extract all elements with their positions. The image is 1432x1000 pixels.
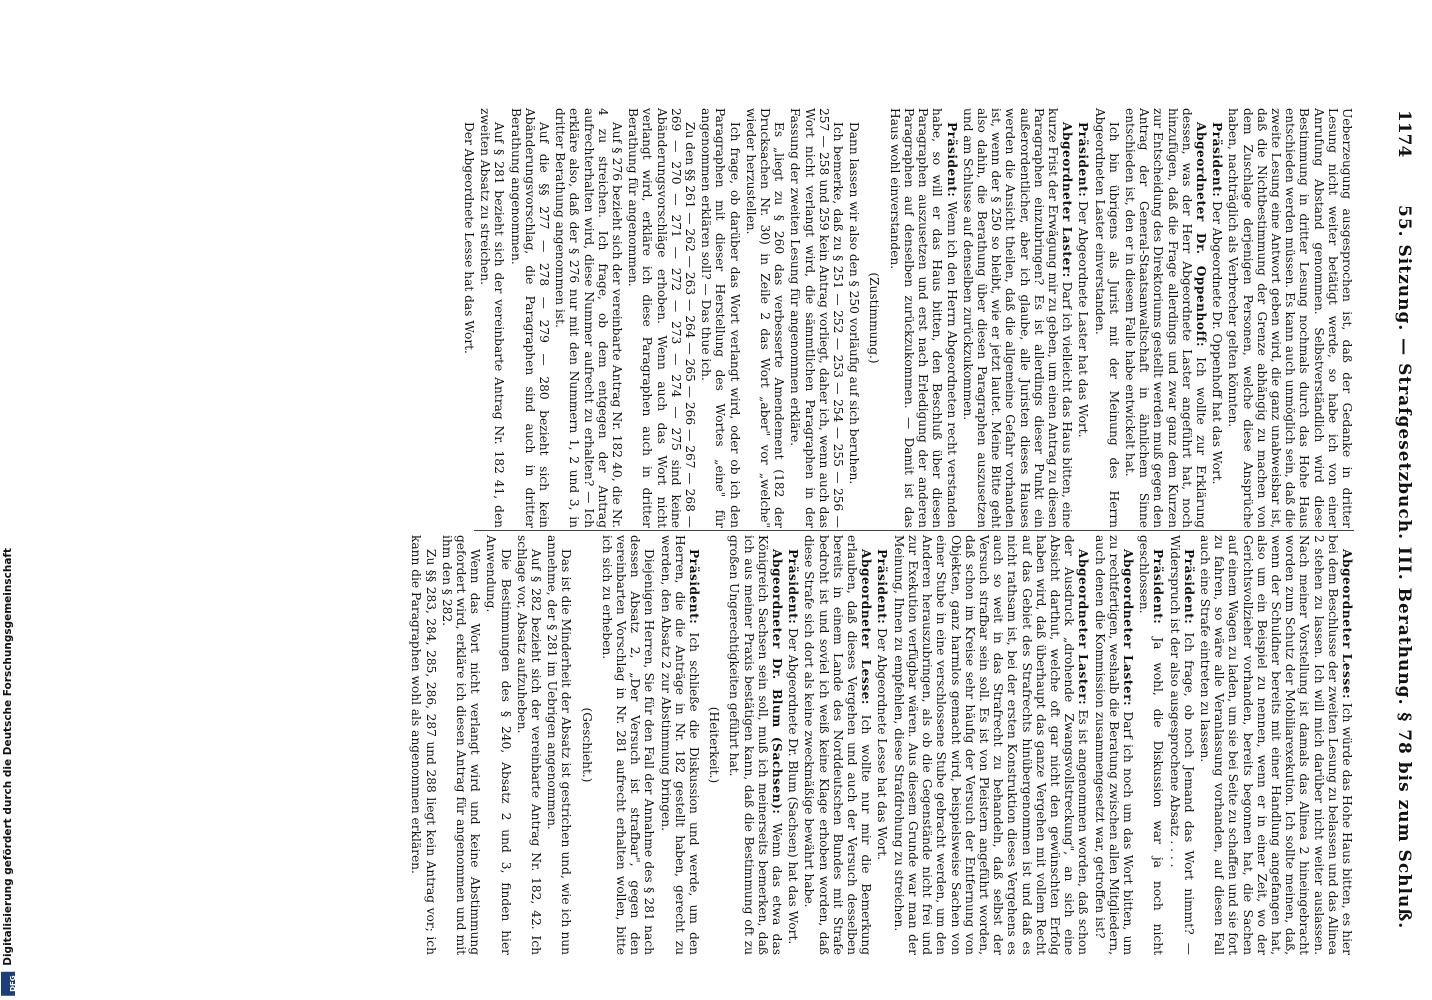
text-paragraph: Ueberzeugung ausgesprochen ist, daß der Gedanke in dritter Lesung nicht weiter betätigt werde, so habe ich von einer Anrufung Abstand genommen. Selbstverständlich wird diese Bestimmung in dritter Lesung nochmals durch das Hohe Haus entschieden werden müssen. Es kann auch unmöglich sein, daß die zweite Lesung eine Antwort geben wird, die ganz unabweisbar ist, daß die Nichtbestimmung der Grenze abhängig zu machen von dem Zuschlage derjenigen Personen, welche diese Ansprüche haben, nachträglich als Verbrecher gelten könnten. (1226, 108, 1354, 528)
text-paragraph: Es „liegt zu § 260 das verbesserte Amendement (182 der Drucksachen Nr. 30) in Zeile 2 das Wort „aber" vor „welche" wieder herzustellen. (743, 108, 787, 528)
text-paragraph: Ich frage, ob darüber das Wort verlangt wird, oder ob ich den Paragraphen mit dieser Herstellung des Wortes „eine" für angenommen erklären soll? — Das thue ich. (699, 108, 742, 528)
speech-text: Es ist angenommen worden, daß schon der Ausdruck „drohende Zwangsvollstreckung", an sich eine Absicht darthut, welche oft gar nicht den gewünschten Erfolg haben wird, daß überhaupt das ganze Vergehen mit vollem Recht auf das Gebiet des Strafrechts hinübergenommen ist und daß es nicht rathsam ist, bei der ersten Konstruktion dieses Vergehens es auch so weit in das Strafrecht zu behandeln, daß selbst der Versuch strafbar sein soll. Es ist von Pleistern angeführt worden, daß schon im Kreise sehr häufig der Versuch der Entfernung von Objekten, ganz harmlos gemacht wird, beispielsweise Sachen von einer Stube in eine verschlossene Stube gebracht werden, um den Anderen herauszubringen, als ob die Gegenstände nicht frei und zur Exekution verfügbar wären. Aus diesem Grunde war man der Meinung, Ihnen zu empfehlen, diese Strafdrohung zu streichen. (891, 535, 1091, 956)
speaker-name: Abgeordneter Laster: (1060, 122, 1075, 278)
speech-paragraph (888, 108, 959, 528)
text-paragraph: Zu §§ 283, 284, 285, 286, 287 und 288 liegt kein Antrag vor; ich kann die Paragraphen wohl als angenommen erklären. (409, 535, 438, 955)
speech-text: Der Abgeordnete Laster hat das Wort. (1076, 201, 1091, 438)
speech-text: Ich wollte zur Erklärung dessen, was der Herr Abgeordnete Laster angeführt hat, noch hinzufügen, daß die Frage allerdings und zwar ganz dem Kurzen zur Entscheidung des Direktoriums gestellt werden muß gegen den Antrag der General-Staatsanwaltschaft in ähnlichem Sinne entschieden ist, den er in diesem Falle habe entwickelt hat. (1122, 108, 1208, 529)
text-paragraph: Auf § 282 bezieht sich der vereinbarte Antrag Nr. 182, 42. Ich schlage vor, Absatz aufzuheben. (514, 535, 544, 955)
speech-paragraph (786, 535, 800, 955)
speaker-name: Präsident: (1210, 122, 1225, 198)
speech-text: Darf ich vielleicht das Haus bitten, eine kurze Frist der Erwägung mir zu geben, um einen Antrag zu diesen Paragraphen einzubringen? Es ist allerdings dieser Punkt ein außerordentlicher, aber ich glaube, alle Juristen dieses Hauses werden die Ansicht theilen, daß die allgemeine Gefahr vorhanden ist, wenn der § 250 so bleibt, wie er jetzt lautet. Meine Bitte geht also dahin, die Berathung über diesen Paragraphen auszusetzen und am Schlusse auf denselben zurückzukommen. (960, 108, 1075, 529)
speaker-name: Abgeordneter Laster: (1076, 549, 1091, 706)
speech-text: Ich wollte nur mir die Bemerkung erlauben, daß dieses Vergehen und auch der Versuch desselben bereits in einem Lande des Norddeutschen Bundes mit Strafe bedroht ist und soviel ich weiß keine Klage erhoben worden, daß diese Strafe sich dort als keine zweckmäßige bewährt habe. (802, 535, 874, 955)
speaker-name: Abgeordneter Dr. Oppenhoff: (1193, 122, 1208, 347)
text-paragraph: Auf § 276 bezieht sich der vereinbarte Antrag Nr. 182 40, die Nr. 4 zu streichen. Ich frage, ob dem entgegen der Antrag aufrechterhalten wird, diese Nummer aufrecht zu erhalten? — Ich erkläre also, daß der § 276 nur mit den Nummern 1, 2 und 3, in dritter Berathung angenommen ist. (553, 108, 625, 528)
credit-text: Digitalisierung gefördert durch die Deutsche Forschungsgemeinschaft (2, 548, 14, 966)
speaker-name: Präsident: (875, 549, 890, 625)
right-column (407, 535, 1354, 955)
speaker-name: Präsident: (786, 549, 801, 625)
speech-text: Ja wohl, die Diskussion war ja noch nicht geschlossen. (1137, 535, 1166, 956)
speech-paragraph (961, 108, 1075, 528)
speech-paragraph (1123, 108, 1208, 528)
speech-paragraph (658, 535, 701, 955)
speech-text: Der Abgeordnete Dr. Blum (Sachsen) hat das Wort. (786, 628, 801, 945)
speaker-name: Präsident: (1076, 122, 1091, 198)
speech-text: Wenn ich den Herrn Abgeordneten recht verstanden habe, so will er das Haus bitten, den Beschluß über diesen Paragraphen auszusetzen und erst nach Erledigung der anderen Paragraphen auf denselben zurückzukommen. — Damit ist das Haus wohl einverstanden. (887, 108, 959, 528)
text-paragraph: Auf die §§ 277 — 278 — 279 — 280 bezieht sich kein Abänderungsvorschlag, die Paragraphen sind auch in dritter Berathung angenommen. (508, 108, 552, 528)
text-paragraph: Wenn das Wort nicht verlangt wird und keine Abstimmung gefordert wird, erkläre ich diesen Antrag für angenommen und mit ihm den § 282. (439, 535, 483, 955)
text-paragraph: Diejenigen Herren, Sie für den Fall der Annahme des § 281 nach dessen Absatz 2, „Der Versuch ist strafbar", gegen den vereinbarten Vorschlag in Nr. 281 aufrecht erhalten wollen, bitte ich sich zu erheben. (599, 535, 657, 955)
stage-direction: (Zustimmung.) (867, 272, 882, 364)
stage-direction: (Heiterkeit.) (707, 706, 722, 784)
running-head: 55. Sitzung. — Strafgesetzbuch. III. Berathung. § 78 bis zum Schluß. (1394, 205, 1414, 930)
text-paragraph: Auf § 281 bezieht sich der vereinbarte Antrag Nr. 182 41, den zweiten Absatz zu streichen. (478, 108, 507, 528)
text-paragraph: Ich bin übrigens als Jurist mit der Meinung des Herrn Abgeordneten Laster einverstanden. (1092, 108, 1121, 528)
speech-paragraph (1092, 535, 1135, 955)
speech-paragraph (802, 535, 873, 955)
speaker-name: Abgeordneter Dr. Blum (Sachsen): (770, 549, 785, 815)
speech-text: Ich würde das Hohe Haus bitten, es hier bei dem Beschlusse der zweiten Lesung zu belassen und das Alinea 2 stehen zu lassen. Ich will mich darüber nicht weiter auslassen. Nach meiner Vorstellung ist damals das Alinea 2 hineingebracht worden zum Schutz der Mobiliarexekution. Ich sollte meinen, daß, wenn der Schuldner bereits mit einer Handlung angefangen hat, also um ein Beispiel zu nennen, wenn er in einer Zeit, wo der Gerichtsvollzieher vorhanden, bereits begonnen hat, die Sachen auf einem Wagen zu laden, um sie bei Seite zu schaffen und sie fort zu fahren, so wäre alle Veranlassung vorhanden, auf diesen Fall auch eine Strafe eintreten zu lassen. (1197, 535, 1354, 956)
text-paragraph: Ich bemerke, daß zu § 251 — 252 — 253 — 254 — 255 — 256 — 257 — 258 und 259 kein Antrag vorliegt, daher ich, wenn auch das Wort nicht verlangt wird, die sämmtlichen Paragraphen in der Fassung der zweiten Lesung für angenommen erkläre. (788, 108, 846, 528)
speech-paragraph (1210, 108, 1224, 528)
text-paragraph: Der Abgeordnete Lesse hat das Wort. (462, 122, 477, 354)
speaker-name: Präsident: (1151, 549, 1166, 625)
speech-text: Der Abgeordnete Lesse hat das Wort. (875, 628, 890, 861)
dfg-logo-icon: DFG (1, 972, 15, 996)
speaker-name: Präsident: (944, 122, 959, 198)
speech-paragraph (1198, 535, 1354, 955)
page-header (1384, 110, 1414, 990)
speech-paragraph (1076, 108, 1090, 528)
text-paragraph: Zu den §§ 261 — 262 — 263 — 264 — 265 — 266 — 267 — 268 — 269 — 270 — 271 — 272 — 273 — 274 — 275 sind keine Abänderungsvorschläge erhoben. Wenn auch das Wort nicht verlangt wird, erkläre ich diese Paragraphen auch in dritter Berathung für angenommen. (626, 108, 698, 528)
speech-paragraph (1167, 535, 1195, 955)
speech-text: Ich schließe die Diskussion und werde, um den Herren, die die Anträge in Nr. 182 gestellt haben, gerecht zu werden, den Absatz 2 zur Abstimmung bringen. (658, 535, 702, 955)
speech-text: Ich frage, ob noch Jemand das Wort nimmt? — Widerspruch ist der also ausgesprochene Absatz . . . . (1167, 535, 1196, 956)
speech-paragraph (892, 535, 1091, 955)
text-paragraph: Das ist die Minderheit der Absatz ist gestrichen und, wie ich nun annehme, der § 281 im Uebrigen angenommen. (545, 535, 574, 955)
speech-text: Darf ich noch um das Wort bitten, um zu rechtfertigen, weshalb die Beratung zwischen allen Mitgliedern, auch denen die Kommission zusammengesetzt war, getroffen ist? (1092, 535, 1135, 955)
text-paragraph: Dann lassen wir also den § 250 vorläufig auf sich beruhen. (847, 122, 862, 485)
left-column (460, 108, 1354, 528)
speaker-name: Präsident: (1181, 549, 1196, 625)
speaker-name: Abgeordneter Laster: (1120, 549, 1135, 707)
speech-paragraph (727, 535, 784, 955)
stage-direction: (Geschieht.) (579, 707, 594, 783)
speech-paragraph (1137, 535, 1165, 955)
speaker-name: Präsident: (687, 549, 702, 625)
speaker-name: Abgeordneter Lesse: (1340, 549, 1354, 699)
speech-text: Der Abgeordnete Dr. Oppenhoff hat das Wort. (1210, 201, 1225, 485)
speaker-name: Abgeordneter Lesse: (859, 549, 874, 705)
text-paragraph: Die Bestimmungen des § 240, Absatz 2 und 3, finden hier Anwendung. (484, 535, 513, 955)
speech-text: Wenn das etwa das Königreich Sachsen sein soll, muß ich meinerseits bemerken, daß ich aus meiner Praxis bestätigen kann, daß die Bestimmung oft zu großen Ungerechtigkeiten geführt hat. (727, 535, 785, 955)
column-divider (474, 530, 1354, 531)
page-number: 1174 (1394, 110, 1414, 158)
speech-paragraph (875, 535, 889, 955)
